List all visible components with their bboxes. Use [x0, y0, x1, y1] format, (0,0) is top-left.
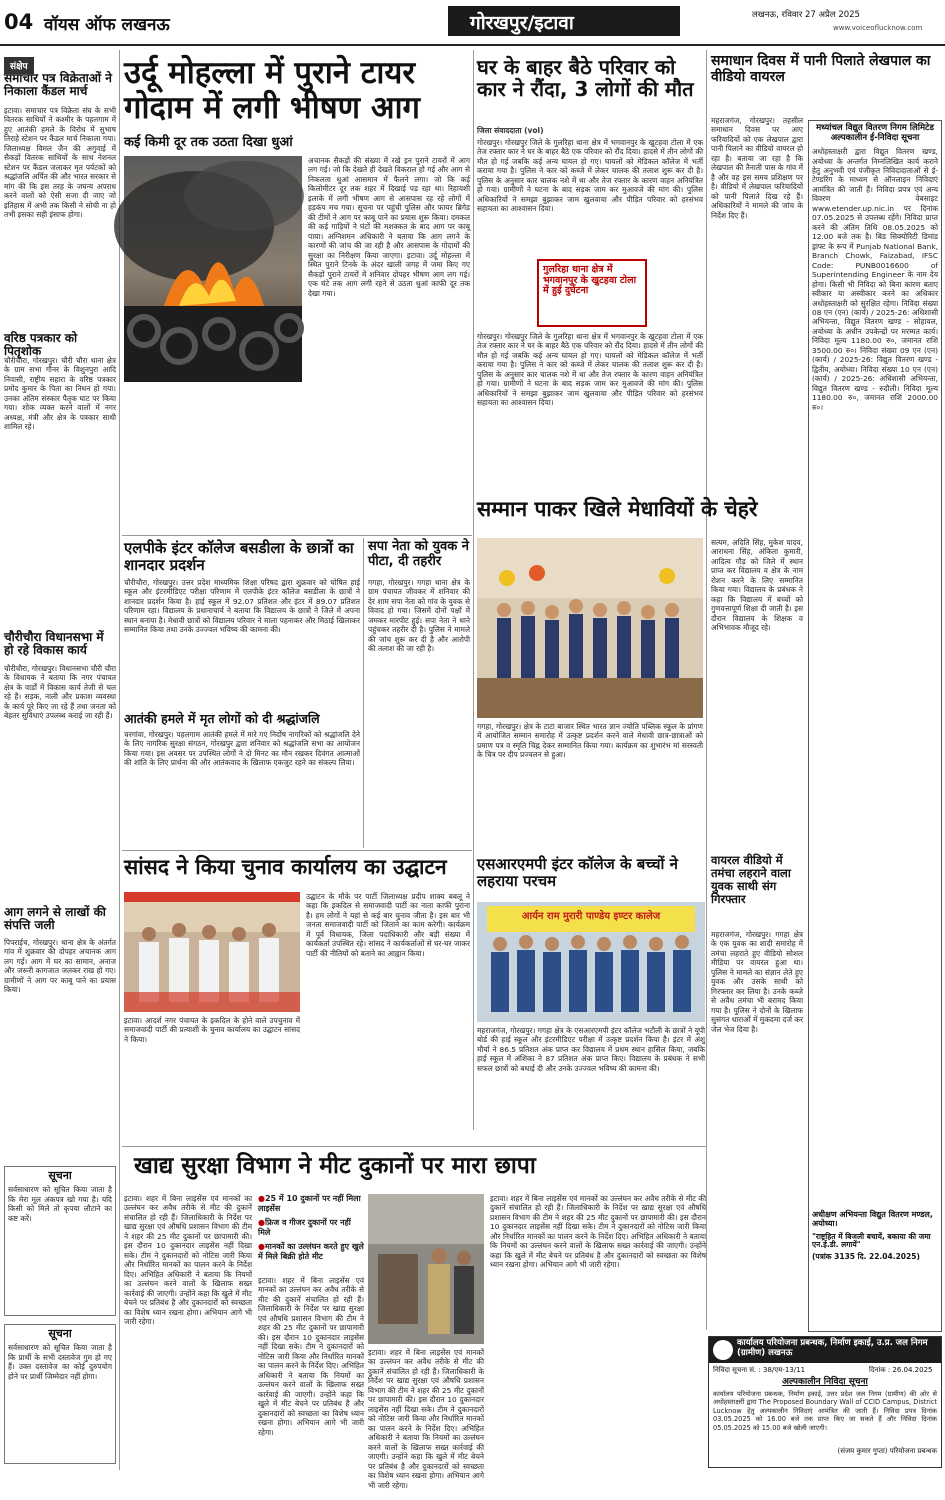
jal-nigam-ref-left: निविदा सूचना सं. : 38/एम-13/11 — [713, 1366, 806, 1374]
tender-notice — [808, 120, 942, 1332]
jal-nigam-title: कार्यालय परियोजना प्रबन्धक, निर्माण इकाई, उ.प्र. जल निगम (ग्रामीण) लखनऊ — [737, 1338, 928, 1358]
water-video-story — [711, 54, 941, 116]
honor-photo — [477, 538, 703, 718]
food-body-cont3: इटावा। शहर में बिना लाइसेंस एवं मानकों का उल्लंघन कर अवैध तरीके से मीट की दुकानें संचालित हो रही हैं। जिलाधिकारी के निर्देश पर खाद्य सुरक्षा एवं औषधि प्रशासन विभाग की टीम ने शहर की 25 मीट दुकानों पर छापामारी की। इस दौरान 10 दुकानदार लाइसेंस नहीं दिखा सके। टीम ने दुकानदारों को नोटिस जारी किया और निर्धारित मानकों का पालन करने के निर्देश दिए। अभिहित अधिकारी ने बताया कि नियमों का उल्लंघन करने वालों के खिलाफ सख्त कार्रवाई की जाएगी। उन्होंने कहा कि खुले में मीट बेचने पर प्रतिबंध है और दुकानदारों को स्वच्छता का विशेष ध्यान रखना होगा। अभियान आगे भी जारी रहेगा। — [490, 1194, 706, 1270]
briefs-label: संक्षेप — [4, 57, 34, 74]
srmp-story — [477, 856, 705, 1130]
brief-title: आग लगने से लाखों की संपत्ति जली — [4, 905, 106, 933]
brief-title: वरिष्ठ पत्रकार को पितृशोक — [4, 331, 78, 359]
brief-title: चौरीचौरा विधानसभा में हो रहे विकास कार्य — [4, 630, 104, 658]
brief-text: पिपराईच, गोरखपुर। थाना क्षेत्र के अंतर्गत गांव में शुक्रवार की दोपहर अचानक आग लग गई। आग में घर का सामान, अनाज और जरूरी कागजात जलकर राख हो गए। ग्रामीणों ने आग पर काबू पाने का प्रयास किया। — [4, 938, 116, 995]
tribute-story — [124, 712, 360, 844]
jal-nigam-ref-right: दिनांक : 26.04.2025 — [869, 1366, 933, 1374]
water-body: महराजगंज, गोरखपुर। तहसील समाधान दिवस पर आए फरियादियों को एक लेखपाल द्वारा पानी पिलाने का वीडियो वायरल हो रहा है। बताया जा रहा है कि लेखपाल की तैनाती पास के गांव में है और वह इस समय प्रशिक्षण पर है। वीडियो में लेखपाल फरियादियों को पानी पिलाते दिख रहे हैं। अधिकारियों ने मामले की जांच के निर्देश दिए हैं। — [711, 116, 803, 220]
lpk-headline: एलपीके इंटर कॉलेज बसडीला के छात्रों का शानदार प्रदर्शन — [124, 539, 354, 574]
food-bullets — [258, 1194, 364, 1265]
car-body: गोरखपुर। गोरखपुर जिले के गुलरिहा थाना क्षेत्र में भगवानपुर के खुटहवा टोला में एक तेज रफ्तार कार ने घर के बाहर बैठे एक परिवार को रौंद दिया। हादसे में तीन लोगों की मौत हो गई जबकि कई अन्य घायल हो गए। घायलों को मेडिकल कॉलेज में भर्ती कराया गया है। पुलिस ने कार को कब्जे में लेकर चालक की तलाश शुरू कर दी है। पुलिस के अनुसार कार चालक नशे में था और तेज रफ्तार के कारण वाहन अनियंत्रित हो गया। ग्रामीणों ने घटना के बाद सड़क जाम कर मुआवजे की मांग की। पुलिस अधिकारियों ने समझा बुझाकर जाम खुलवाया और पीड़ित परिवार को हरसंभव सहायता का आश्वासन दिया। — [477, 138, 703, 214]
brief-text: चौरीचौरा, गोरखपुर। चौरी चौरा थाना क्षेत्र के ग्राम सभा गौनर के विशुनपुरा आदि निवासी, राष्ट्रीय सहारा के वरिष्ठ पत्रकार प्रमोद कुमार के पिता का निधन हो गया। उनका अंतिम संस्कार पैतृक घाट पर किया गया। शोक व्यक्त करने वालों में नगर अध्यक्ष, मंत्री और क्षेत्र के पत्रकार साथी शामिल रहे। — [4, 356, 116, 432]
notice-box — [4, 1166, 116, 1316]
beaten-story — [368, 540, 470, 846]
car-body-cont: गोरखपुर। गोरखपुर जिले के गुलरिहा थाना क्षेत्र में भगवानपुर के खुटहवा टोला में एक तेज रफ्तार कार ने घर के बाहर बैठे एक परिवार को रौंद दिया। हादसे में तीन लोगों की मौत हो गई जबकि कई अन्य घायल हो गए। घायलों को मेडिकल कॉलेज में भर्ती कराया गया है। पुलिस ने कार को कब्जे में लेकर चालक की तलाश शुरू कर दी है। पुलिस के अनुसार कार चालक नशे में था और तेज रफ्तार के कारण वाहन अनियंत्रित हो गया। ग्रामीणों ने घटना के बाद सड़क जाम कर मुआवजे की मांग की। पुलिस अधिकारियों ने समझा बुझाकर जाम खुलवाया और पीड़ित परिवार को हरसंभव सहायता का आश्वासन दिया। — [477, 332, 703, 408]
lead-story — [124, 54, 470, 534]
jal-nigam-signature: (संजय कुमार गुप्ता) परियोजना प्रबन्धक — [837, 1447, 937, 1455]
lead-photo-caption: कई किमी दूर तक उठता दिखा धुआं — [124, 135, 293, 150]
sidebar-briefs — [4, 54, 116, 1470]
brief-text: चौरीचौरा, गोरखपुर। विधानसभा चौरी चौरा के विधायक ने बताया कि नगर पंचायत क्षेत्र के वार्डों में विकास कार्य तेजी से चल रहे हैं। सड़क, नाली और प्रकाश व्यवस्था के कार्य पूरे किए जा रहे हैं तथा जनता को बेहतर सुविधाएं उपलब्ध कराई जा रही हैं। — [4, 664, 116, 721]
mp-office-story — [124, 856, 470, 1144]
jal-nigam-logo-icon — [713, 1340, 733, 1360]
section-title: गोरखपुर/इटावा — [470, 12, 574, 34]
notice-title: सूचना — [48, 1169, 72, 1182]
fire-photo — [124, 156, 302, 382]
mp-body: उद्घाटन के मौके पर पार्टी जिलाध्यक्ष प्रदीप शाक्य बबलू ने कहा कि इकदिल से समाजवादी पार्टी का नाता काफी पुराना है। हम लोगों ने यहां से कई बार चुनाव जीता है। इस बार भी जनता समाजवादी पार्टी को जिताने का काम करेगी। कार्यक्रम में पूर्व विधायक, जिला पदाधिकारी और बड़ी संख्या में कार्यकर्ता उपस्थित रहे। सांसद ने कार्यकर्ताओं से घर-घर जाकर पार्टी की नीतियों को बताने का आह्वान किया। — [306, 892, 470, 958]
tender-body: अधोहस्ताक्षरी द्वारा विद्युत वितरण खण्ड, अयोध्या के अन्तर्गत निम्नलिखित कार्य कराने हेतु अनुभवी एवं पंजीकृत निविदादाताओं से ई-टेण्डरिंग के माध्यम से ऑनलाइन निविदाएं आमंत्रित की जाती हैं। निविदा प्रपत्र एवं अन्य विवरण वेबसाइट www.etender.up.nic.in पर दिनांक 07.05.2025 से उपलब्ध रहेंगे। निविदा प्राप्त करने की अंतिम तिथि 08.05.2025 को 12.00 बजे तक है। बिड सिक्योरिटी डिमांड ड्राफ्ट के रूप में Punjab National Bank, Branch Chowk, Faizabad, IFSC Code: PUNB0016600 of Superintending Engineer के नाम देय होगा। किसी भी निविदा को बिना कारण बताए स्वीकार या अस्वीकार करने का अधिकार अधोहस्ताक्षरी को सुरक्षित रहेगा। निविदा संख्या 08 एन (एन) (कार्य) / 2025-26: अधिशासी अभियन्ता, विद्युत वितरण खण्ड - सोहावल, अयोध्या के अधीन उपकेन्द्रों पर मरम्मत कार्य। निविदा मूल्य 1180.00 रु०, जमानत राशि 3500.00 रु०। निविदा संख्या 09 एन (एन) (कार्य) / 2025-26: विद्युत वितरण खण्ड - द्वितीय, अयोध्या। निविदा संख्या 10 एन (एन) (कार्य) / 2025-26: अधिशासी अभियन्ता, विद्युत वितरण खण्ड - रुदौली। निविदा मूल्य 1180.00 रु०, जमानत राशि 2000.00 रु०। — [812, 147, 938, 412]
tender-slogan: "राष्ट्रहित में बिजली बचायें, बकाया की जमा एन.ई.डी. लगायें" — [812, 1231, 931, 1250]
car-accident-story — [477, 54, 703, 492]
viral-story — [711, 854, 803, 1328]
dateline: लखनऊ, रविवार 27 अप्रैल 2025 — [752, 10, 860, 20]
car-pullquote: गुलरिहा थाना क्षेत्र में भगवानपुर के खुटहवा टोला में हुई दुर्घटना — [537, 259, 647, 327]
jal-nigam-heading: अल्पकालीन निविदा सूचना — [782, 1377, 868, 1387]
food-bullet: ● मानकों का उल्लंघन करते हुए खुले में मिले बिक्री होते मीट — [258, 1242, 364, 1263]
mp-headline: सांसद ने किया चुनाव कार्यालय का उद्घाटन — [124, 855, 447, 879]
srmp-body: महराजगंज, गोरखपुर। गगहा क्षेत्र के एसआरएमपी इंटर कॉलेज भटौली के छात्रों ने यूपी बोर्ड की हाई स्कूल और इंटरमीडिएट परीक्षा में उत्कृष्ट प्रदर्शन किया है। इंटर में अंशु मौर्या ने 86.5 प्रतिशत अंक प्राप्त कर विद्यालय में प्रथम स्थान हासिल किया, जबकि हाई स्कूल में अंशिका ने 87 प्रतिशत अंक प्राप्त किए। विद्यालय के प्रबंधक ने सभी सफल छात्रों को बधाई दी और उनके उज्ज्वल भविष्य की कामना की। — [477, 1026, 705, 1073]
tribute-body: चरगांवा, गोरखपुर। पहलगाम आतंकी हमले में मारे गए निर्दोष नागरिकों को श्रद्धांजलि देने के लिए नागरिक सुरक्षा संगठन, गोरखपुर द्वारा शनिवार को श्रद्धांजलि सभा का आयोजन किया गया। इस अवसर पर उपस्थित लोगों ने दो मिनट का मौन रखकर दिवंगत आत्माओं की शांति के लिए प्रार्थना की और आतंकवाद के खिलाफ एकजुट रहने का संकल्प लिया। — [124, 730, 360, 768]
tribute-headline: आतंकी हमले में मृत लोगों को दी श्रद्धांजलि — [124, 711, 320, 726]
brief-title: समाचार पत्र विक्रेताओं ने निकाला कैंडल मार्च — [4, 71, 112, 99]
food-photo — [368, 1194, 484, 1344]
tender-title: मध्यांचल विद्युत वितरण निगम लिमिटेड अल्पकालीन ई-निविदा सूचना — [816, 123, 934, 143]
honor-side-body: सत्यम, अदिति सिंह, मुकेश यादव, आराधना सिंह, अंकिता कुमारी, आदित्य गौड़ को जिले में स्थान प्राप्त कर विद्यालय व क्षेत्र के नाम रोशन करने के लिए सम्मानित किया गया। विद्यालय के प्रबंधक ने कहा कि विद्यालय में बच्चों को गुणवत्तापूर्ण शिक्षा दी जाती है। इस दौरान विद्यालय के शिक्षक व अभिभावक मौजूद रहे। — [711, 538, 803, 633]
lead-headline: उर्दू मोहल्ला में पुराने टायर गोदाम में लगी भीषण आग — [124, 55, 421, 126]
website: www.voiceoflucknow.com — [833, 24, 923, 32]
srmp-banner-text: आर्यन राम मुरारी पाण्डेय इण्टर कालेज — [521, 911, 661, 922]
lead-body: अचानक सैकड़ों की संख्या में रखे इन पुराने टायरों में आग लग गई। जो कि देखते ही देखते विकराल हो गई और आग से निकलता धुआं आसमान में फैलने लगा। जो कि कई किलोमीटर दूर तक शहर में दिखाई पड़ रहा था। रिहायशी इलाके में लगी भीषण आग से आसपास रह रहे लोगों में हड़कंप मच गया। सूचना पर पहुंची पुलिस और फायर ब्रिगेड की टीमों ने आग पर काबू पाने का प्रयास शुरू किया। दमकल की कई गाड़ियों ने घंटों की मशक्कत के बाद आग पर काबू पाया। अग्निशमन अधिकारी ने बताया कि आग लगने के कारणों की जांच की जा रही है और आसपास के गोदामों की सुरक्षा का निरीक्षण किया जाएगा। इटावा। उर्दू मोहल्ला में स्थित पुराने टिनके के अंदर खाली जगह में जमा किए गए सैकड़ों पुराने टायरों में शनिवार दोपहर भीषण आग लग गई। एक घंटे तक आग लगी रहने से उठता धुआं काफी दूर तक देखा गया। — [308, 156, 470, 298]
honor-headline: सम्मान पाकर खिले मेधावियों के चेहरे — [477, 497, 758, 521]
page-number: 04 — [4, 10, 34, 34]
food-body: इटावा। शहर में बिना लाइसेंस एवं मानकों का उल्लंघन कर अवैध तरीके से मीट की दुकानें संचालित हो रही हैं। जिलाधिकारी के निर्देश पर खाद्य सुरक्षा एवं औषधि प्रशासन विभाग की टीम ने शहर की 25 मीट दुकानों पर छापामारी की। इस दौरान 10 दुकानदार लाइसेंस नहीं दिखा सके। टीम ने दुकानदारों को नोटिस जारी किया और निर्धारित मानकों का पालन करने के निर्देश दिए। अभिहित अधिकारी ने बताया कि नियमों का उल्लंघन करने वालों के खिलाफ सख्त कार्रवाई की जाएगी। उन्होंने कहा कि खुले में मीट बेचने पर प्रतिबंध है और दुकानदारों को स्वच्छता का विशेष ध्यान रखना होगा। अभियान आगे भी जारी रहेगा। — [124, 1194, 252, 1327]
viral-body: महराजगंज, गोरखपुर। गगहा क्षेत्र के एक युवक का शादी समारोह में तमंचा लहराते हुए वीडियो सोशल मीडिया पर वायरल हुआ था। पुलिस ने मामले का संज्ञान लेते हुए युवक और उसके साथी को गिरफ्तार कर लिया है। उनके कब्जे से अवैध तमंचा भी बरामद किया गया है। पुलिस ने दोनों के खिलाफ सुसंगत धाराओं में मुकदमा दर्ज कर जेल भेज दिया है। — [711, 930, 803, 1034]
masthead — [0, 0, 945, 46]
beaten-body: गगहा, गोरखपुर। गगहा थाना क्षेत्र के ग्राम पंचायत जीवकर में शनिवार की देर शाम सपा नेता को गांव के युवक से विवाद हो गया। जिसमें दोनों पक्षों में जमकर मारपीट हुई। सपा नेता ने थाने पहुंचकर तहरीर दी है। पुलिस ने मामले की जांच शुरू कर दी है और आरोपी की तलाश की जा रही है। — [368, 578, 470, 654]
food-bullet: ● फ्रिज व गीजर दुकानों पर नहीं मिले — [258, 1218, 364, 1239]
lpk-body: चौरीचौरा, गोरखपुर। उत्तर प्रदेश माध्यमिक शिक्षा परिषद द्वारा शुक्रवार को घोषित हाई स्कूल और इंटरमीडिएट परीक्षा परिणाम में एलपीके इंटर कॉलेज बसडीला के छात्रों ने शानदार प्रदर्शन किया है। हाई स्कूल में 92.07 प्रतिशत और इंटर में 89.07 प्रतिशत परिणाम रहा। विद्यालय के प्रधानाचार्य ने बताया कि विद्यालय के छात्रों ने जिले में अपना स्थान बनाया है। मेधावी छात्रों को विद्यालय परिवार ने माला पहनाकर और मिठाई खिलाकर सम्मानित किया तथा उनके उज्ज्वल भविष्य की कामना की। — [124, 578, 360, 635]
tender-ref: (पत्रांक 3135 दि. 22.04.2025) — [812, 1251, 920, 1261]
food-body-cont: इटावा। शहर में बिना लाइसेंस एवं मानकों का उल्लंघन कर अवैध तरीके से मीट की दुकानें संचालित हो रही हैं। जिलाधिकारी के निर्देश पर खाद्य सुरक्षा एवं औषधि प्रशासन विभाग की टीम ने शहर की 25 मीट दुकानों पर छापामारी की। इस दौरान 10 दुकानदार लाइसेंस नहीं दिखा सके। टीम ने दुकानदारों को नोटिस जारी किया और निर्धारित मानकों का पालन करने के निर्देश दिए। अभिहित अधिकारी ने बताया कि नियमों का उल्लंघन करने वालों के खिलाफ सख्त कार्रवाई की जाएगी। उन्होंने कहा कि खुले में मीट बेचने पर प्रतिबंध है और दुकानदारों को स्वच्छता का विशेष ध्यान रखना होगा। अभियान आगे भी जारी रहेगा। — [258, 1276, 364, 1437]
food-bullet: ● 25 में 10 दुकानों पर नहीं मिला लाइसेंस — [258, 1194, 364, 1215]
jal-nigam-body: कार्यालय परियोजना प्रबन्धक, निर्माण इकाई, उत्तर प्रदेश जल निगम (ग्रामीण) की ओर से अधोहस्ताक्षरी द्वारा The Proposed Boundary Wall of CCID Campus, District Lucknow हेतु अल्पकालीन निविदाएं आमंत्रित की जाती हैं। निविदा प्रपत्र दिनांक 03.05.2025 को 16.00 बजे तक प्राप्त किए जा सकते हैं और निविदा दिनांक 05.05.2025 को 15.00 बजे खोली जाएगी। — [713, 1390, 937, 1432]
srmp-headline: एसआरएमपी इंटर कॉलेज के बच्चों ने लहराया परचम — [477, 855, 678, 890]
notice-title: सूचना — [48, 1327, 72, 1340]
viral-headline: वायरल वीडियो में तमंचा लहराने वाला युवक साथी संग गिरफ्तार — [711, 853, 791, 906]
beaten-headline: सपा नेता को युवक ने पीटा, दी तहरीर — [368, 539, 469, 569]
car-headline: घर के बाहर बैठे परिवार को कार ने रौंदा, 3 लोगों की मौत — [477, 55, 694, 102]
srmp-photo — [477, 902, 705, 1022]
food-headline: खाद्य सुरक्षा विभाग ने मीट दुकानों पर मारा छापा — [134, 1153, 536, 1179]
notice-text: सर्वसाधारण को सूचित किया जाता है कि प्रार्थी के सभी दस्तावेज गुम हो गए हैं। उक्त दस्तावेज का कोई दुरुपयोग होने पर प्रार्थी जिम्मेदार नहीं होगा। — [8, 1343, 112, 1381]
jal-nigam-notice — [708, 1336, 942, 1468]
car-byline: जिला संवाददाता (vol) — [477, 126, 544, 135]
brief-text: इटावा। समाचार पत्र विक्रेता संघ के सभी वितरक साथियों ने कश्मीर के पहलगाम में हुए आतंकी हमले के विरोध में सुभाष तिराहे स्टेशन पर कैंडल मार्च निकाला गया। जिलाध्यक्ष विमल जैन की अगुवाई में सैकड़ों वितरक साथियों के साथ नेशनल स्टेशन पर कैंडल जलाकर मृत पर्यटकों को श्रद्धांजलि अर्पित की और भारत सरकार से मांग की कि इस तरह के जघन्य अपराध करने वालों को ऐसी सजा दी जाए जो इतिहास में अभी तक किसी ने सोची ना हो तभी इसका सही इंसाफ होगा। — [4, 106, 116, 220]
tender-signoff: अधीक्षण अभियन्ता विद्युत वितरण मण्डल, अयोध्या। — [812, 1210, 933, 1228]
food-body-cont2: इटावा। शहर में बिना लाइसेंस एवं मानकों का उल्लंघन कर अवैध तरीके से मीट की दुकानें संचालित हो रही हैं। जिलाधिकारी के निर्देश पर खाद्य सुरक्षा एवं औषधि प्रशासन विभाग की टीम ने शहर की 25 मीट दुकानों पर छापामारी की। इस दौरान 10 दुकानदार लाइसेंस नहीं दिखा सके। टीम ने दुकानदारों को नोटिस जारी किया और निर्धारित मानकों का पालन करने के निर्देश दिए। अभिहित अधिकारी ने बताया कि नियमों का उल्लंघन करने वालों के खिलाफ सख्त कार्रवाई की जाएगी। उन्होंने कहा कि खुले में मीट बेचने पर प्रतिबंध है और दुकानदारों को स्वच्छता का विशेष ध्यान रखना होगा। अभियान आगे भी जारी रहेगा। — [368, 1348, 484, 1490]
food-safety-story — [124, 1150, 706, 1490]
lpk-college-story — [124, 540, 360, 708]
mp-photo — [124, 892, 300, 1012]
notice-box — [4, 1324, 116, 1464]
mp-caption: इटावा। आदर्श नगर पंचायत के इकदिल के होने वाले उपचुनाव में समाजवादी पार्टी की प्रत्याशी के चुनाव कार्यालय का उद्घाटन सांसद ने किया। — [124, 1016, 300, 1044]
notice-text: सर्वसाधारण को सूचित किया जाता है कि मेरा मूल अंकपत्र खो गया है। यदि किसी को मिले तो कृपया लौटाने का कष्ट करें। — [8, 1185, 112, 1223]
brand-name: वॉयस ऑफ लखनऊ — [44, 15, 170, 35]
honor-caption-body: गगहा, गोरखपुर। क्षेत्र के टाटा बाजार स्थित भारत ज्ञान ज्योति पब्लिक स्कूल के प्रांगण में आयोजित सम्मान समारोह में उत्कृष्ट प्रदर्शन करने वाले मेधावी छात्र-छात्राओं को प्रमाण पत्र व स्मृति चिह्न देकर सम्मानित किया गया। कार्यक्रम का शुभारंभ मां सरस्वती के चित्र पर दीप प्रज्वलन से हुआ। — [477, 722, 703, 760]
water-headline: समाधान दिवस में पानी पिलाते लेखपाल का वीडियो वायरल — [711, 53, 931, 85]
